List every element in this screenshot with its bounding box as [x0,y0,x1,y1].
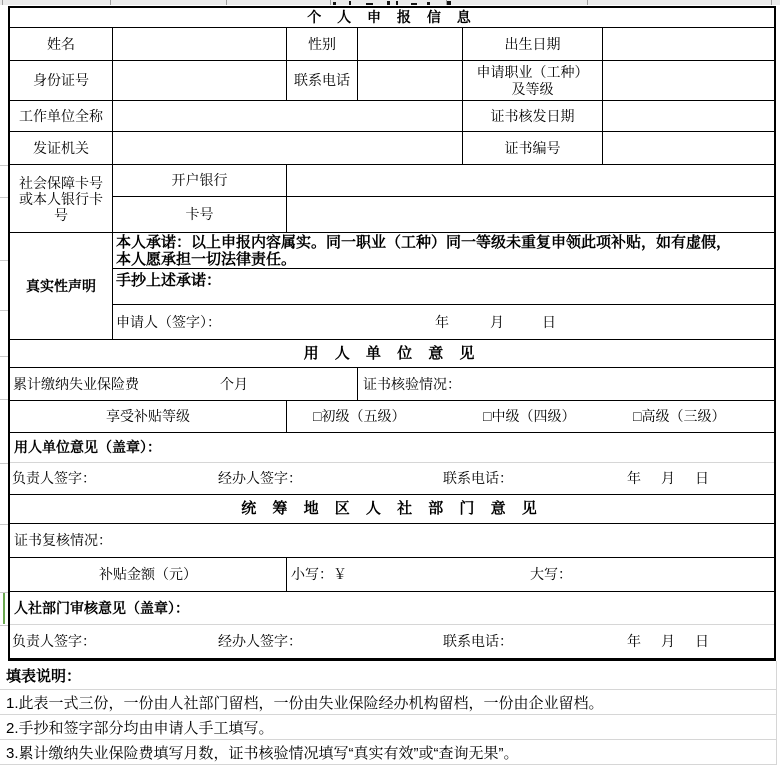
employer-signature-row[interactable] [10,463,774,495]
handwrite-area[interactable] [113,269,774,305]
social-card-label-text: 社会保障卡号或本人银行卡号 [19,174,103,223]
margin-gridline [0,260,8,261]
declaration-label: 真实性声明 [10,233,113,340]
birth-date-label: 出生日期 [463,28,603,61]
clipped-text-fragment [387,1,390,5]
phone-label: 联系电话 [287,61,358,101]
contact-phone-label: 联系电话： [443,470,513,487]
issuing-authority-label: 发证机关 [10,132,113,165]
subsidy-level-options [287,401,774,433]
name-label: 姓名 [10,28,113,61]
grid-tick [226,0,227,5]
applicant-sign-area[interactable] [113,305,774,340]
section-title-personal: 个 人 申 报 信 息 [10,8,774,28]
cert-number-label: 证书编号 [463,132,603,165]
notes-item-3: 3.累计缴纳失业保险费填写月数，证书核验情况填写“真实有效”或“查询无果”。 [0,740,777,765]
day-label: 日 [695,633,709,650]
clipped-text-fragment [366,3,373,5]
card-number-input-cell[interactable] [287,197,774,233]
occupation-label [463,61,603,101]
work-unit-input-cell[interactable] [113,101,463,132]
day-label: 日 [695,470,709,487]
amount-lowercase-label: 小写：￥ [291,566,347,583]
checkbox-level-junior[interactable]: □初级（五级） [313,408,406,425]
bank-label: 开户银行 [113,165,287,197]
responsible-sign-label: 负责人签字： [12,633,96,650]
grid-tick [2,0,3,5]
amount-uppercase-label: 大写： [530,566,572,583]
month-label: 月 [661,633,675,650]
hr-opinion-cell[interactable] [10,592,774,625]
id-number-input-cell[interactable] [113,61,287,101]
notes-item-1: 1.此表一式三份，一份由人社部门留档，一份由失业保险经办机构留档，一份由企业留档。 [0,690,777,715]
clipped-text-fragment [427,2,430,5]
employer-opinion-cell[interactable] [10,433,774,463]
amount-cell[interactable] [287,558,774,592]
margin-gridline [0,165,8,166]
clipped-text-fragment [447,1,451,5]
issuing-authority-input-cell[interactable] [113,132,463,165]
bank-input-cell[interactable] [287,165,774,197]
margin-gridline [0,625,8,626]
handler-sign-label: 经办人签字： [218,470,302,487]
cert-verify-cell[interactable] [358,368,774,401]
insurance-months-label: 累计缴纳失业保险费 [13,375,139,392]
gender-label: 性别 [287,28,358,61]
card-number-label: 卡号 [113,197,287,233]
cert-review-cell[interactable] [10,524,774,558]
handler-sign-label: 经办人签字： [218,633,302,650]
notes-title: 填表说明： [0,661,777,690]
occupation-label-line1: 申请职业（工种） [476,63,589,80]
margin-gridline [0,463,8,464]
amount-label: 补贴金额（元） [10,558,287,592]
grid-tick [587,0,588,5]
responsible-sign-label: 负责人签字： [12,470,96,487]
id-number-label: 身份证号 [10,61,113,101]
cert-review-label: 证书复核情况： [14,532,112,549]
margin-gridline [0,356,8,357]
commitment-line2: 本人愿承担一切法律责任。 [116,250,297,268]
top-grid-strip [0,0,780,5]
commitment-text [113,233,774,269]
occupation-input-cell[interactable] [603,61,774,101]
gender-input-cell[interactable] [358,28,463,61]
grid-tick [110,0,111,5]
month-label: 月 [661,470,675,487]
hr-opinion-label: 人社部门审核意见（盖章）： [14,599,189,616]
cert-number-input-cell[interactable] [603,132,774,165]
checkbox-level-senior[interactable]: □高级（三级） [633,408,726,425]
employer-opinion-label: 用人单位意见（盖章）： [14,439,161,456]
contact-phone-label: 联系电话： [443,633,513,650]
margin-gridline [0,310,8,311]
cert-verify-label: 证书核验情况： [363,375,461,392]
year-label: 年 [435,313,449,330]
phone-input-cell[interactable] [358,61,463,101]
margin-gridline [0,197,8,198]
year-label: 年 [627,470,641,487]
handwrite-label: 手抄上述承诺： [116,272,222,289]
day-label: 日 [542,313,556,330]
name-input-cell[interactable] [113,28,287,61]
subsidy-level-label: 享受补贴等级 [10,401,287,433]
social-card-label [10,165,113,233]
work-unit-label: 工作单位全称 [10,101,113,132]
year-label: 年 [627,633,641,650]
margin-gridline-vertical [776,661,777,765]
birth-date-input-cell[interactable] [603,28,774,61]
cert-issue-date-input-cell[interactable] [603,101,774,132]
cert-issue-date-label: 证书核发日期 [463,101,603,132]
margin-gridline [0,524,8,525]
months-unit-label: 个月 [220,375,248,392]
hr-signature-row[interactable] [10,625,774,658]
clipped-text-fragment [333,2,336,5]
notes-item-2: 2.手抄和签字部分均由申请人手工填写。 [0,715,777,740]
clipped-text-fragment [396,1,398,5]
grid-tick [771,0,772,5]
insurance-months-cell[interactable] [10,368,358,401]
section-title-hr: 统 筹 地 区 人 社 部 门 意 见 [10,495,774,524]
application-form-table [8,6,776,661]
month-label: 月 [490,313,504,330]
clipped-text-fragment [349,1,351,5]
applicant-sign-label: 申请人（签字）： [116,313,221,330]
checkbox-level-intermediate[interactable]: □中级（四级） [483,408,576,425]
section-title-employer: 用 人 单 位 意 见 [10,340,774,368]
selection-marker [3,593,5,624]
grid-tick [330,0,331,5]
margin-gridline [0,399,8,400]
occupation-label-line2: 及等级 [511,80,554,97]
clipped-text-fragment [411,3,417,5]
commitment-line1: 本人承诺：以上申报内容属实。同一职业（工种）同一等级未重复申领此项补贴，如有虚假， [116,233,732,251]
